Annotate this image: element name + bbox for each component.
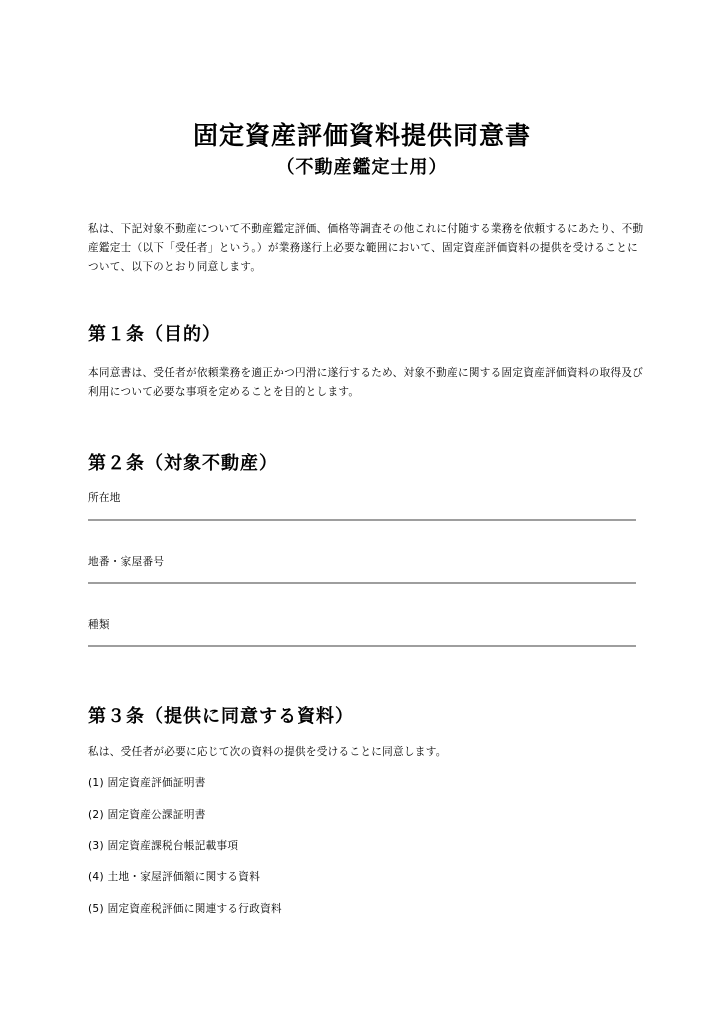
article-3-body: 私は、受任者が必要に応じて次の資料の提供を受けることに同意します。 [88, 746, 447, 758]
field-label-location: 所在地 [88, 492, 121, 504]
field-label-lot-number: 地番・家屋番号 [88, 556, 165, 568]
field-label-type: 種類 [88, 619, 110, 631]
list-item: (5) 固定資産税評価に関連する行政資料 [88, 903, 282, 915]
intro-paragraph: 私は、下記対象不動産について不動産鑑定評価、価格等調査その他これに付随する業務を依頼するにあたり、不動産鑑定士（以下「受任者」という。）が業務遂行上必要な範囲において、固定資産評価資料の提供を受けることについて、以下のとおり同意します。 [88, 223, 644, 273]
list-item: (2) 固定資産公課証明書 [88, 809, 206, 821]
article-3-heading: 第３条（提供に同意する資料） [88, 706, 354, 727]
field-line-type[interactable] [88, 645, 636, 647]
article-1-body: 本同意書は、受任者が依頼業務を適正かつ円滑に遂行するため、対象不動産に関する固定資産評価資料の取得及び利用について必要な事項を定めることを目的とします。 [88, 367, 644, 398]
article-2-heading: 第２条（対象不動産） [88, 453, 278, 474]
list-item: (4) 土地・家屋評価額に関する資料 [88, 871, 261, 883]
list-item: (3) 固定資産課税台帳記載事項 [88, 840, 239, 852]
document-subtitle: （不動産鑑定士用） [276, 157, 448, 178]
article-1-heading: 第１条（目的） [88, 324, 221, 345]
list-item: (1) 固定資産評価証明書 [88, 777, 206, 789]
document-title: 固定資産評価資料提供同意書 [192, 121, 531, 150]
field-line-location[interactable] [88, 519, 636, 521]
field-line-lot-number[interactable] [88, 582, 636, 584]
